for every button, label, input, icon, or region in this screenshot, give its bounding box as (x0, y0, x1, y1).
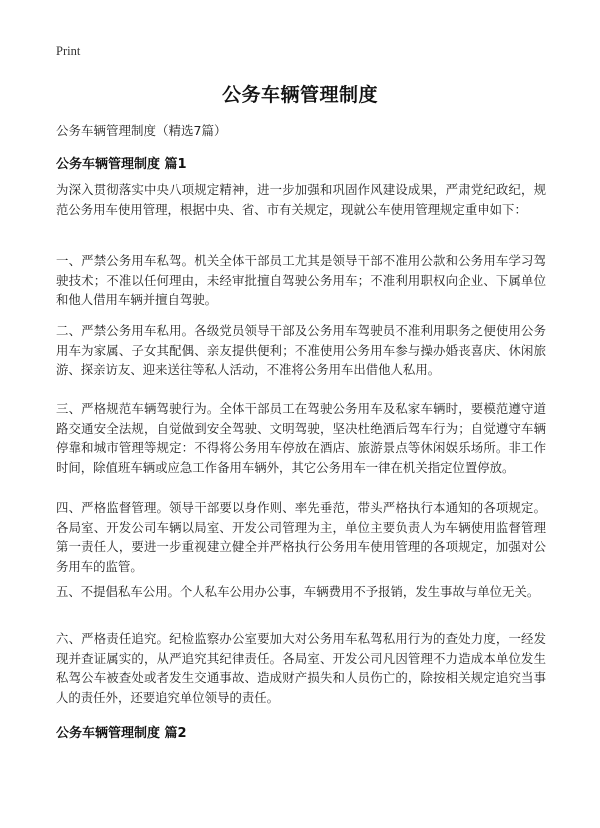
print-link[interactable]: Print (56, 44, 81, 58)
paragraph-item-1: 一、严禁公务用车私驾。机关全体干部员工尤其是领导干部不准用公款和公务用车学习驾驶技术；不准以任何理由，未经审批擅自驾驶公务用车；不准利用职权向企业、下属单位和他人借用车辆并擅自驾驶。 (56, 253, 546, 308)
section-heading-1: 公务车辆管理制度 篇1 (56, 157, 187, 172)
paragraph-intro: 为深入贯彻落实中央八项规定精神，进一步加强和巩固作风建设成果，严肃党纪政纪，规范公务用车使用管理，根据中央、省、市有关规定，现就公车使用管理规定重申如下： (56, 182, 546, 217)
paragraph-item-5: 五、不提倡私车公用。个人私车公用办公事，车辆费用不予报销，发生事故与单位无关。 (56, 584, 540, 599)
paragraph-item-3: 三、严格规范车辆驾驶行为。全体干部员工在驾驶公务用车及私家车辆时，要模范遵守道路交通安全法规，自觉做到安全驾驶、文明驾驶，坚决杜绝酒后驾车行为；自觉遵守车辆停靠和城市管理等规定：不得将公务用车停放在酒店、旅游景点等休闲娱乐场所。非工作时间，除值班车辆或应急工作备用车辆外，其它公务用车一律在机关指定位置停放。 (56, 401, 546, 475)
section-heading-2: 公务车辆管理制度 篇2 (56, 726, 187, 741)
paragraph-item-2: 二、严禁公务用车私用。各级党员领导干部及公务用车驾驶员不准利用职务之便使用公务用车为家属、子女其配偶、亲友提供便利；不准使用公务用车参与操办婚丧喜庆、休闲旅游、探亲访友、迎来送往等私人活动，不准将公务用车出借他人私用。 (56, 323, 546, 378)
paragraph-item-6: 六、严格责任追究。纪检监察办公室要加大对公务用车私驾私用行为的查处力度，一经发现并查证属实的，从严追究其纪律责任。各局室、开发公司凡因管理不力造成本单位发生私驾公车被查处或者发生交通事故、造成财产损失和人员伤亡的，除按相关规定追究当事人的责任外，还要追究单位领导的责任。 (56, 631, 546, 705)
page-title: 公务车辆管理制度 (221, 84, 378, 106)
paragraph-item-4: 四、严格监督管理。领导干部要以身作则、率先垂范，带头严格执行本通知的各项规定。各局室、开发公司车辆以局室、开发公司管理为主，单位主要负责人为车辆使用监督管理第一责任人，要进一步重视建立健全并严格执行公务用车使用管理的各项规定，加强对公务用车的监管。 (56, 500, 546, 574)
document-subtitle: 公务车辆管理制度（精选7篇） (56, 123, 227, 138)
